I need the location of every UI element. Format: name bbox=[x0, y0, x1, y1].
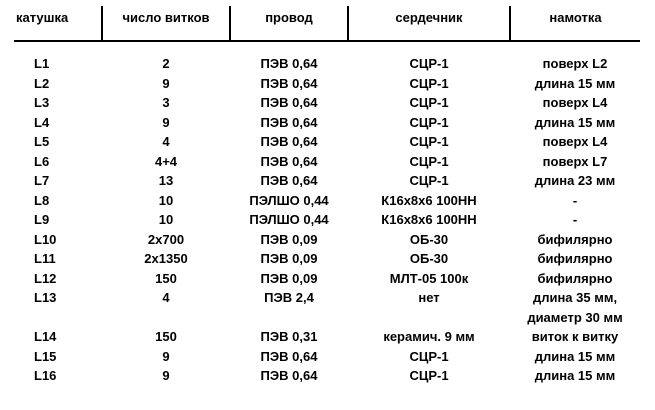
coil-table-header bbox=[14, 6, 640, 41]
winding-cell: - bbox=[572, 212, 578, 227]
header-coil: катушка bbox=[14, 6, 102, 41]
table-row bbox=[14, 74, 640, 94]
header-turns: число витков bbox=[102, 6, 230, 41]
wire-cell: ПЭЛШО 0,44 bbox=[249, 212, 329, 227]
winding-cell: виток к витку bbox=[531, 329, 619, 344]
turns-cell: 9 bbox=[162, 348, 170, 364]
core-cell: СЦР-1 bbox=[409, 56, 449, 71]
core-cell: СЦР-1 bbox=[409, 95, 449, 110]
table-row bbox=[14, 308, 640, 328]
winding-cell: поверх L7 bbox=[542, 153, 608, 169]
wire-cell: ПЭВ 0,64 bbox=[260, 153, 318, 169]
header-row bbox=[14, 6, 640, 41]
wire-cell: ПЭВ 0,64 bbox=[260, 114, 318, 130]
coil-table-body bbox=[14, 41, 640, 386]
table-row bbox=[14, 269, 640, 289]
turns-cell: 9 bbox=[162, 114, 170, 130]
turns-cell: 150 bbox=[155, 270, 177, 286]
coil-name-cell: L10 bbox=[34, 231, 57, 247]
coil-name-cell: L9 bbox=[34, 212, 50, 227]
coil-name-cell: L5 bbox=[34, 134, 50, 149]
coil-name-cell: L14 bbox=[34, 329, 57, 344]
coil-name-cell: L15 bbox=[34, 348, 57, 364]
table-row bbox=[14, 171, 640, 191]
coil-name-cell: L2 bbox=[34, 75, 50, 91]
table-row bbox=[14, 93, 640, 113]
table-row bbox=[14, 288, 640, 308]
coil-name-cell: L1 bbox=[34, 56, 50, 71]
wire-cell: ПЭВ 0,09 bbox=[260, 251, 318, 266]
core-cell: СЦР-1 bbox=[409, 173, 449, 188]
coil-name-cell: L7 bbox=[34, 173, 50, 188]
wire-cell: ПЭВ 0,64 bbox=[260, 368, 318, 383]
turns-cell: 150 bbox=[155, 329, 177, 344]
wire-cell: ПЭВ 0,64 bbox=[260, 348, 318, 364]
turns-cell: 4 bbox=[162, 134, 170, 149]
core-cell: МЛТ-05 100к bbox=[389, 270, 469, 286]
table-row bbox=[14, 41, 640, 74]
core-cell: СЦР-1 bbox=[409, 348, 449, 364]
table-row bbox=[14, 347, 640, 367]
coil-name-cell: L13 bbox=[34, 290, 57, 305]
winding-cell: диаметр 30 мм bbox=[527, 309, 623, 325]
coil-name-cell: L11 bbox=[34, 251, 56, 266]
winding-cell: поверх L4 bbox=[542, 134, 608, 149]
turns-cell: 10 bbox=[158, 212, 174, 227]
coil-name-cell: L3 bbox=[34, 95, 50, 110]
coil-name-cell: L16 bbox=[34, 368, 57, 383]
table-row bbox=[14, 249, 640, 269]
winding-cell: длина 15 мм bbox=[534, 348, 616, 364]
table-row bbox=[14, 327, 640, 347]
table-row bbox=[14, 113, 640, 133]
header-winding: намотка bbox=[510, 6, 640, 41]
core-cell: СЦР-1 bbox=[409, 153, 449, 169]
turns-cell bbox=[102, 308, 230, 328]
table-row bbox=[14, 152, 640, 172]
turns-cell: 2х1350 bbox=[144, 251, 188, 266]
winding-cell: поверх L2 bbox=[542, 56, 608, 71]
core-cell bbox=[348, 308, 510, 328]
turns-cell: 2х700 bbox=[147, 231, 185, 247]
winding-cell: длина 23 мм bbox=[534, 173, 616, 188]
header-core: сердечник bbox=[348, 6, 510, 41]
wire-cell: ПЭВ 2,4 bbox=[264, 290, 314, 305]
core-cell: керамич. 9 мм bbox=[383, 329, 475, 344]
turns-cell: 13 bbox=[158, 173, 174, 188]
winding-cell: бифилярно bbox=[537, 231, 613, 247]
turns-cell: 10 bbox=[158, 192, 174, 208]
wire-cell bbox=[230, 308, 348, 328]
winding-cell: - bbox=[572, 192, 578, 208]
turns-cell: 4+4 bbox=[154, 153, 178, 169]
core-cell: нет bbox=[418, 290, 440, 305]
core-cell: К16х8х6 100НН bbox=[381, 212, 477, 227]
wire-cell: ПЭЛШО 0,44 bbox=[249, 192, 329, 208]
turns-cell: 4 bbox=[162, 290, 170, 305]
table-row bbox=[14, 210, 640, 230]
wire-cell: ПЭВ 0,09 bbox=[260, 231, 318, 247]
coil-name-cell: L8 bbox=[34, 192, 50, 208]
coil-name-cell: L6 bbox=[34, 153, 50, 169]
turns-cell: 9 bbox=[162, 368, 170, 383]
winding-cell: длина 15 мм bbox=[534, 75, 616, 91]
wire-cell: ПЭВ 0,64 bbox=[260, 173, 318, 188]
wire-cell: ПЭВ 0,09 bbox=[260, 270, 318, 286]
header-wire: провод bbox=[230, 6, 348, 41]
table-row bbox=[14, 132, 640, 152]
wire-cell: ПЭВ 0,64 bbox=[260, 56, 318, 71]
coil-name-cell: L4 bbox=[34, 114, 50, 130]
core-cell: К16х8х6 100НН bbox=[381, 192, 477, 208]
wire-cell: ПЭВ 0,64 bbox=[260, 95, 318, 110]
coil-table-sheet bbox=[14, 6, 640, 386]
winding-cell: длина 15 мм bbox=[534, 114, 616, 130]
table-row bbox=[14, 366, 640, 386]
core-cell: СЦР-1 bbox=[409, 75, 449, 91]
winding-cell: бифилярно bbox=[537, 251, 613, 266]
winding-cell: поверх L4 bbox=[542, 95, 608, 110]
table-row bbox=[14, 191, 640, 211]
core-cell: СЦР-1 bbox=[409, 134, 449, 149]
core-cell: ОБ-30 bbox=[409, 251, 449, 266]
core-cell: СЦР-1 bbox=[409, 114, 449, 130]
wire-cell: ПЭВ 0,64 bbox=[260, 75, 318, 91]
turns-cell: 9 bbox=[162, 75, 170, 91]
coil-name-cell bbox=[14, 308, 102, 328]
wire-cell: ПЭВ 0,64 bbox=[260, 134, 318, 149]
winding-cell: бифилярно bbox=[537, 270, 613, 286]
turns-cell: 2 bbox=[162, 56, 170, 71]
core-cell: ОБ-30 bbox=[409, 231, 449, 247]
winding-cell: длина 15 мм bbox=[534, 368, 616, 383]
coil-table bbox=[14, 6, 640, 386]
wire-cell: ПЭВ 0,31 bbox=[260, 329, 318, 344]
turns-cell: 3 bbox=[162, 95, 170, 110]
winding-cell: длина 35 мм, bbox=[532, 290, 618, 305]
table-row bbox=[14, 230, 640, 250]
coil-name-cell: L12 bbox=[34, 270, 57, 286]
core-cell: СЦР-1 bbox=[409, 368, 449, 383]
